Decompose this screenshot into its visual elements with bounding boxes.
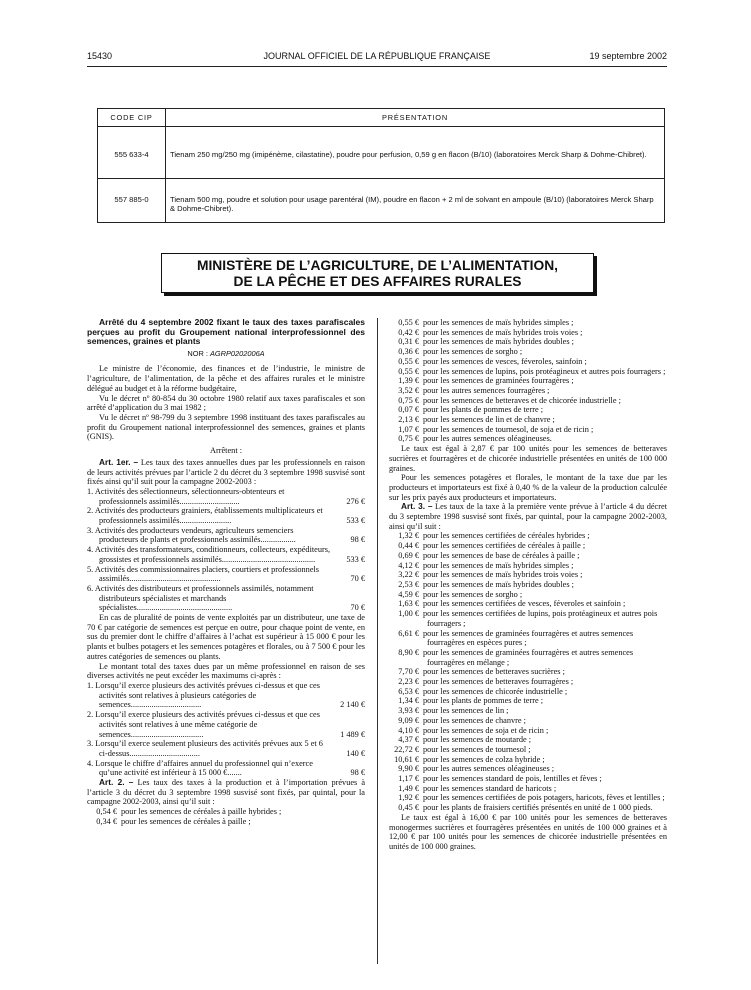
rate-item: 8,90 € pour les semences de graminées fourragères et autres semences fourragères en mélange ; [398, 647, 634, 667]
taux-paragraph: Le taux est égal à 16,00 € par 100 unités pour les semences de betteraves monogermes sucrières et fourragères présentées en unités de 100 000 graines et à 12,00 € par 100 unités pour les semences de chicorée industrielle présentées en unités de 100 000 graines. [389, 812, 667, 851]
rate-item: 0,55 € pour les semences de lupins, pois protéagineux et autres pois fourragers ; [398, 366, 666, 376]
cip-code: 555 633-4 [98, 127, 166, 179]
article-label: Art. 3. – [401, 501, 433, 512]
table-row [98, 179, 665, 223]
activity-item: 1. Activités des sélectionneurs, sélectionneurs-obtenteurs et professionnels assimilés............................. 276 € [87, 486, 365, 506]
article-text: Les taux de la taxe à la première vente prévue à l’article 4 du décret du 3 septembre 1998 susvisé sont fixés, par quintal, pour la campagne 2002-2003, ainsi qu’il suit : [389, 502, 667, 531]
activity-amount: 533 € [346, 516, 365, 526]
rate-item: 0,36 € pour les semences de sorgho ; [398, 347, 523, 357]
rate-item: 1,34 € pour les plants de pommes de terre ; [398, 696, 544, 706]
issue-date: 19 septembre 2002 [589, 51, 667, 61]
rate-item: 1,63 € pour les semences certifiées de vesces, féveroles et sainfoin ; [398, 599, 626, 609]
maximum-amount: 2 140 € [340, 700, 365, 710]
ministry-banner [161, 253, 594, 293]
cip-presentation: Tienam 500 mg, poudre et solution pour usage parentéral (IM), poudre en flacon + 2 ml de solvant en ampoule (B/10) (laboratoires Merck Sharp & Dohme-Chibret). [166, 179, 665, 223]
activity-amount: 70 € [350, 574, 365, 584]
article-3 [389, 502, 667, 531]
rate-item: 0,44 € pour les semences certifiées de céréales à paille ; [398, 541, 586, 551]
cip-code: 557 885-0 [98, 179, 166, 223]
rate-item: 3,52 € pour les autres semences fourragères ; [398, 385, 550, 395]
rate-item: 1,17 € pour les semences standard de pois, lentilles et fèves ; [398, 774, 602, 784]
rate-item: 0,75 € pour les semences de betteraves et de chicorée industrielle ; [398, 395, 621, 405]
rate-item: 6,53 € pour les semences de chicorée industrielle ; [398, 686, 568, 696]
rate-item: 9,90 € pour les autres semences oléagineuses ; [398, 764, 555, 774]
nor-reference [87, 349, 365, 359]
rate-item: 0,07 € pour les plants de pommes de terre ; [398, 405, 544, 415]
potageres-paragraph: Pour les semences potagères et florales, le montant de la taxe due par les producteurs et importateurs est fixé à 0,40 % de la valeur de la production calculée sur les prix payés aux producteurs et importateurs. [389, 473, 667, 502]
cip-presentation: Tienam 250 mg/250 mg (imipénème, cilastatine), poudre pour perfusion, 0,59 g en flacon (B/10) (laboratoires Merck Sharp & Dohme-Chibret). [166, 127, 665, 179]
article-label: Art. 2. – [99, 777, 134, 788]
maximum-intro: Le montant total des taxes dues par un même professionnel en raison de ses diverses activités ne peut excéder les maximums ci-après : [87, 661, 365, 681]
page-number: 15430 [87, 51, 113, 61]
nor-code: AGRP0202006A [209, 348, 265, 358]
rate-item: 1,92 € pour les semences certifiées de pois potagers, haricots, fèves et lentilles ; [398, 793, 665, 803]
page-header [87, 52, 667, 66]
rate-item: 1,32 € pour les semences certifiées de céréales hybrides ; [398, 531, 590, 541]
header-rule [87, 66, 667, 67]
rate-item: 1,39 € pour les semences de graminées fourragères ; [398, 376, 574, 386]
journal-title: JOURNAL OFFICIEL DE LA RÉPUBLIQUE FRANÇAISE [263, 51, 491, 61]
activity-item: 5. Activités des commissionnaires placiers, courtiers et professionnels assimilés............................................ 70 € [87, 564, 365, 584]
activity-amount: 70 € [350, 603, 365, 613]
rate-item: 4,12 € pour les semences de maïs hybrides simples ; [398, 560, 574, 570]
rate-item: 4,37 € pour les semences de moutarde ; [398, 735, 532, 745]
maximum-item: 1. Lorsqu’il exerce plusieurs des activités prévues ci-dessus et que ces activités sont relatives à plusieurs catégories de semences.................................. 2 140 € [87, 680, 365, 710]
rate-item: 4,59 € pour les semences de sorgho ; [398, 589, 523, 599]
vu-paragraph: Vu le décret nº 80-854 du 30 octobre 1980 relatif aux taxes parafiscales et son arrêté d’application du 3 mai 1982 ; [87, 393, 365, 413]
activity-item: 6. Activités des distributeurs et professionnels assimilés, notamment distributeurs spécialistes et marchands spécialistes.............................................. 70 € [87, 583, 365, 613]
article-text: Les taux des taxes à la production et à l’importation prévues à l’article 3 du décret du 3 septembre 1998 susvisé sont fixés, par quintal, pour la campagne 2002-2003, ainsi qu’il suit : [87, 778, 366, 807]
maximum-amount: 140 € [346, 748, 365, 758]
activity-amount: 276 € [346, 496, 365, 506]
column-divider [377, 318, 378, 964]
rate-item: 0,55 € pour les semences de vesces, féveroles, sainfoin ; [398, 356, 587, 366]
rate-item: 3,22 € pour les semences de maïs hybrides trois voies ; [398, 570, 583, 580]
rate-item: 1,07 € pour les semences de tournesol, de soja et de ricin ; [398, 424, 594, 434]
article-label: Art. 1er. – [99, 456, 139, 467]
rate-item: 0,75 € pour les autres semences oléagineuses. [398, 434, 552, 444]
ministry-line-1: MINISTÈRE DE L’AGRICULTURE, DE L’ALIMENTATION, [196, 258, 558, 273]
arretent-heading: Arrêtent : [209, 446, 243, 456]
rate-item: 3,93 € pour les semences de lin ; [398, 706, 509, 716]
rate-item: 0,31 € pour les semences de maïs hybrides doubles ; [398, 337, 574, 347]
rate-item: 10,61 € pour les semences de colza hybride ; [394, 754, 545, 764]
rate-item: 9,09 € pour les semences de chanvre ; [398, 715, 526, 725]
rate-item: 6,61 € pour les semences de graminées fourragères et autres semences fourragères en espèces pures ; [398, 628, 634, 648]
rate-item: 0,54 € pour les semences de céréales à paille hybrides ; [96, 807, 282, 817]
rate-item: 22,72 € pour les semences de tournesol ; [394, 744, 531, 754]
rate-item: 0,42 € pour les semences de maïs hybrides trois voies ; [398, 327, 583, 337]
rate-item: 7,70 € pour les semences de betteraves sucrières ; [398, 667, 565, 677]
maximum-item: 3. Lorsqu’il exerce seulement plusieurs des activités prévues aux 5 et 6 ci-dessus.................................. 140 € [87, 739, 365, 758]
intro-paragraph: Le ministre de l’économie, des finances et de l’industrie, le ministre de l’agriculture, de l’alimentation, de la pêche et des affaires rurales et le ministre délégué au budget et à la réforme budgétaire, [87, 364, 365, 393]
activity-amount: 533 € [346, 554, 365, 564]
decree-title: Arrêté du 4 septembre 2002 fixant le taux des taxes parafiscales perçues au profit du Groupement national interprofessionnel des semences, graines et plants [87, 317, 365, 347]
taux-paragraph: Le taux est égal à 2,87 € par 100 unités pour les semences de betteraves sucrières et fourragères et de chicorée industrielle présentées en unités de 100 000 graines. [389, 444, 667, 473]
col-header-code: CODE CIP [98, 109, 166, 127]
col-header-presentation: PRÉSENTATION [166, 109, 665, 127]
maximum-amount: 1 489 € [340, 729, 365, 739]
article-2 [87, 778, 365, 807]
activity-item: 2. Activités des producteurs grainiers, établissements multiplicateurs et professionnels assimilés......................... 533 € [87, 506, 365, 526]
table-row [98, 127, 665, 179]
rate-item: 0,45 € pour les plants de fraisiers certifiés présentés en unité de 1 000 pieds. [398, 803, 653, 813]
activity-amount: 98 € [350, 535, 365, 545]
rate-item: 1,00 € pour les semences certifiées de lupins, pois protéagineux et autres pois fourragers ; [398, 609, 658, 628]
nor-label: NOR : [187, 348, 208, 358]
plurality-paragraph: En cas de pluralité de points de vente exploités par un distributeur, une taxe de 70 € par catégorie de semences est perçue en outre, pour chaque point de vente, en sus du premier dont le chiffre d’affaires à l’achat est supérieur à 15 000 € pour les plants et bulbes potagers et les semences potagères et florales, ou à 7 500 € pour les autres catégories de semences ou plants. [87, 613, 365, 661]
maximum-item: 4. Lorsque le chiffre d’affaires annuel du professionnel qui n’exerce qu’une activité est inférieur à 15 000 €....... 98 € [87, 758, 365, 778]
rate-item: 2,53 € pour les semences de maïs hybrides doubles ; [398, 579, 574, 589]
rate-item: 4,10 € pour les semences de soja et de ricin ; [398, 725, 549, 735]
activity-item: 3. Activités des producteurs vendeurs, agriculteurs semenciers producteurs de plants et professionnels assimilés................. 98 € [87, 525, 365, 545]
rate-item: 0,55 € pour les semences de maïs hybrides simples ; [398, 318, 574, 327]
maximum-amount: 98 € [350, 768, 365, 778]
activity-item: 4. Activités des transformateurs, conditionneurs, collecteurs, expéditeurs, grossistes et professionnels assimilés............................................. 533 € [87, 545, 365, 564]
article-1 [87, 458, 365, 487]
cip-table [97, 108, 665, 223]
left-column [87, 318, 365, 827]
right-column [389, 318, 667, 852]
rate-item: 0,69 € pour les semences de base de céréales à paille ; [398, 550, 580, 560]
rate-item: 0,34 € pour les semences de céréales à paille ; [96, 816, 251, 826]
vu-paragraph: Vu le décret nº 98-799 du 3 septembre 1998 instituant des taxes parafiscales au profit du Groupement national interprofessionnel des semences, graines et plants (GNIS). [87, 413, 365, 442]
ministry-line-2: DE LA PÊCHE ET DES AFFAIRES RURALES [233, 274, 522, 289]
rate-item: 2,23 € pour les semences de betteraves fourragères ; [398, 677, 574, 687]
article-text: Les taux des taxes annuelles dues par les professionnels en raison de leurs activités prévues par l’article 2 du décret du 3 septembre 1998 susvisé sont fixés ainsi qu’il suit pour la campagne 2002-2003 : [87, 457, 365, 487]
maximum-item: 2. Lorsqu’il exerce plusieurs des activités prévues ci-dessus et que ces activités sont relatives à une même catégorie de semences................................... 1 489 € [87, 710, 365, 739]
rate-item: 2,13 € pour les semences de lin et de chanvre ; [398, 415, 555, 425]
rate-item: 1,49 € pour les semences standard de haricots ; [398, 783, 557, 793]
